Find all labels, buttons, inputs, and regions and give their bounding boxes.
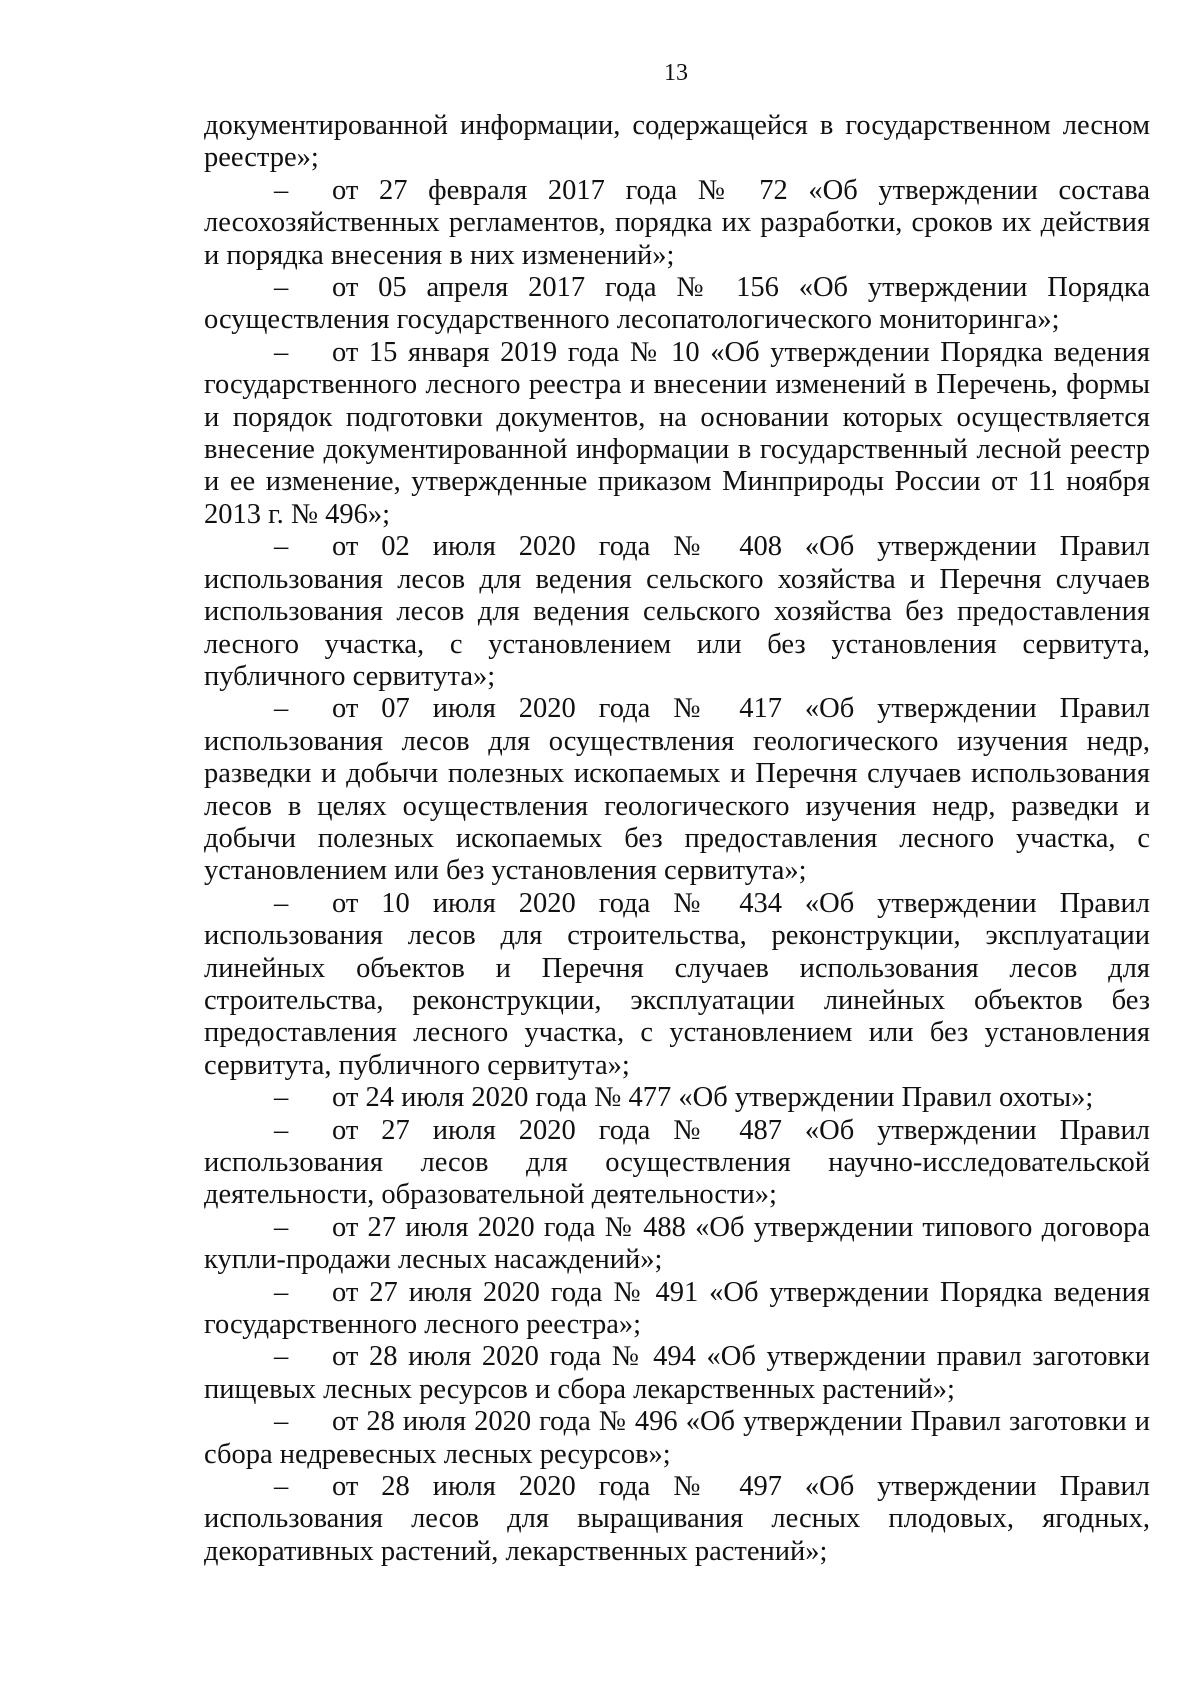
list-item [204,1277,1150,1342]
list-item-text: от 28 июля 2020 года № 496 «Об утверждении Правил заготовки и сбора недревесных лесных ресурсов»; [204,1406,1150,1470]
list-item-text: от 02 июля 2020 года № 408 «Об утверждении Правил использования лесов для ведения сельского хозяйства и Перечня случаев использования лесов для ведения сельского хозяйства без предоставления лесного участка, с установлением или без установления сервитута, публичного сервитута»; [204,531,1150,692]
list-item [204,1115,1150,1212]
list-dash: – [274,1082,289,1114]
list-item [204,1082,1150,1114]
list-item [204,531,1150,693]
list-item-text: от 15 января 2019 года № 10 «Об утверждении Порядка ведения государственного лесного реестра и внесении изменений в Перечень, формы и порядок подготовки документов, на основании которых осуществляется внесение документированной информации в государственный лесной реестр и ее изменение, утвержденные приказом Минприроды России от 11 ноября 2013 г. № 496»; [204,336,1150,530]
list-item-text: от 27 июля 2020 года № 488 «Об утверждении типового договора купли-продажи лесных насаждений»; [204,1211,1150,1276]
list-dash: – [274,272,289,304]
list-dash: – [274,1406,289,1438]
list-dash: – [274,1341,289,1373]
list-item-text: от 28 июля 2020 года № 497 «Об утверждении Правил использования лесов для выращивания лесных плодовых, ягодных, декоративных растений, лекарственных растений»; [204,1471,1150,1567]
list-item-text: от 07 июля 2020 года № 417 «Об утверждении Правил использования лесов для осуществления геологического изучения недр, разведки и добычи полезных ископаемых и Перечня случаев использования лесов в целях осуществления геологического изучения недр, разведки и добычи полезных ископаемых без предоставления лесного участка, с установлением или без установления сервитута»; [204,693,1150,887]
list-item [204,1406,1150,1471]
list-item [204,693,1150,887]
list-item-text: от 28 июля 2020 года № 494 «Об утверждении правил заготовки пищевых лесных ресурсов и сбора лекарственных растений»; [204,1341,1150,1405]
list-item [204,337,1150,531]
list-dash: – [274,1114,289,1146]
list-dash: – [274,336,289,368]
list-item-text: от 27 июля 2020 года № 487 «Об утверждении Правил использования лесов для осуществления научно-исследовательской деятельности, образовательной деятельности»; [204,1114,1150,1211]
list-dash: – [274,174,289,206]
list-item-text: от 27 февраля 2017 года № 72 «Об утверждении состава лесохозяйственных регламентов, порядка их разработки, сроков их действия и порядка внесения в них изменений»; [204,174,1150,271]
page-number: 13 [664,60,688,86]
list-item [204,1212,1150,1277]
list-item [204,1471,1150,1568]
list-item-text: от 05 апреля 2017 года № 156 «Об утверждении Порядка осуществления государственного лесопатологического мониторинга»; [204,272,1150,336]
list-dash: – [274,531,289,563]
list-dash: – [274,1471,289,1503]
lead-paragraph: документированной информации, содержащейся в государственном лесном реестре»; [204,110,1150,174]
document-body [204,110,1150,1568]
list-item [204,272,1150,337]
list-item-text: от 27 июля 2020 года № 491 «Об утверждении Порядка ведения государственного лесного реестра»; [204,1276,1150,1341]
list-item [204,1341,1150,1406]
list-item-text: от 10 июля 2020 года № 434 «Об утверждении Правил использования лесов для строительства, реконструкции, эксплуатации линейных объектов и Перечня случаев использования лесов для строительства, реконструкции, эксплуатации линейных объектов без предоставления лесного участка, с установлением или без установления сервитута, публичного сервитута»; [204,887,1150,1081]
list-item [204,888,1150,1082]
list-dash: – [274,1276,289,1308]
list-item [204,175,1150,272]
list-dash: – [274,1211,289,1243]
list-dash: – [274,693,289,725]
list-item-text: от 24 июля 2020 года № 477 «Об утверждении Правил охоты»; [332,1082,1094,1114]
order-list [204,175,1150,1568]
list-dash: – [274,887,289,919]
